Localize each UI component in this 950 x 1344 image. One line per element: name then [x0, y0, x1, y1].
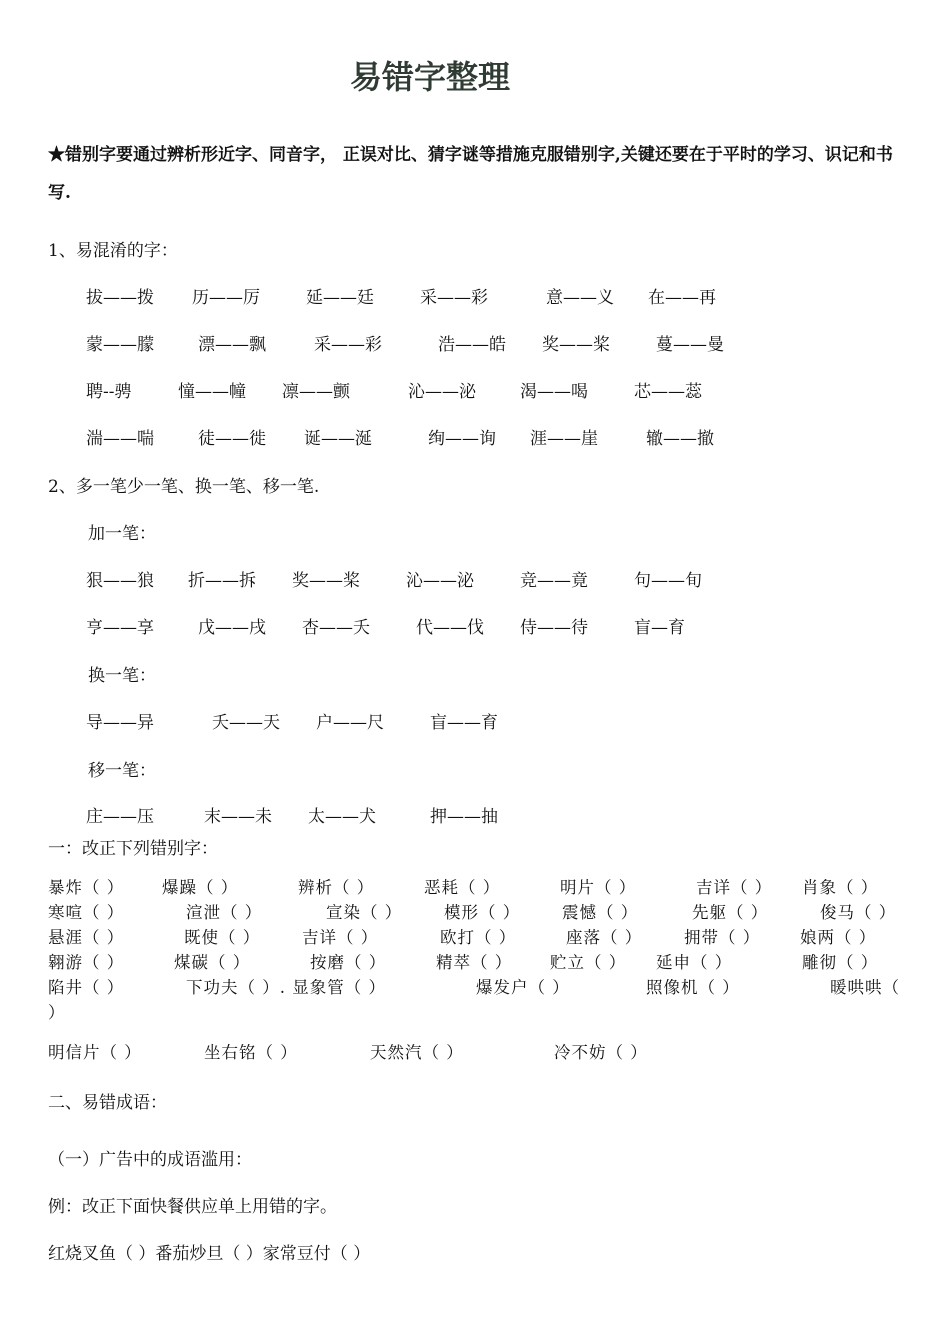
part1-heading: 一：改正下列错别字： [48, 839, 218, 859]
intro-paragraph: ★错别字要通过辨析形近字、同音字， 正误对比、猜字谜等措施克服错别字,关键还要在于平时的学习、识记和书写. [48, 145, 893, 203]
correction-line-wrap [48, 999, 918, 1025]
correction-item-tail: ） [48, 1003, 66, 1022]
correction-item: 精萃（ ） [436, 953, 513, 972]
correction-item: 冷不妨（ ） [554, 1043, 648, 1062]
char-pair: 蒙——朦 [86, 335, 154, 355]
char-pair: 戊——戌 [198, 618, 266, 638]
confusable-row [86, 283, 926, 309]
change-stroke-label: 换一笔： [88, 666, 156, 686]
char-pair: 蔓——曼 [656, 335, 724, 355]
correction-item: 辨析（ ） [298, 878, 375, 897]
correction-item: 天然汽（ ） [370, 1043, 464, 1062]
char-pair: 芯——蕊 [634, 382, 702, 402]
add-stroke-row [86, 566, 926, 592]
char-pair: 亨——享 [86, 618, 154, 638]
correction-item: 宣染（ ） [326, 903, 403, 922]
correction-item: 翱游（ ） [48, 953, 125, 972]
correction-line [48, 874, 918, 900]
char-pair: 杏——夭 [302, 618, 370, 638]
char-pair: 沁——泌 [406, 571, 474, 591]
correction-item: 煤碳（ ） [174, 953, 251, 972]
correction-item: 吉详（ ） [696, 878, 773, 897]
confusable-row [86, 330, 926, 356]
correction-item: 先躯（ ） [692, 903, 769, 922]
correction-item: 暴炸（ ） [48, 878, 125, 897]
correction-item: 明信片（ ） [48, 1043, 142, 1062]
change-stroke-row [86, 708, 926, 734]
correction-item: 既使（ ） [184, 928, 261, 947]
correction-item: 拥带（ ） [684, 928, 761, 947]
char-pair: 末——未 [204, 807, 272, 827]
char-pair: 漂——飘 [198, 335, 266, 355]
correction-item: 按磨（ ） [310, 953, 387, 972]
correction-item: 欧打（ ） [440, 928, 517, 947]
part2-heading: 二、易错成语： [48, 1093, 167, 1113]
add-stroke-label: 加一笔： [88, 524, 156, 544]
char-pair: 憧——幢 [178, 382, 246, 402]
correction-item: 俊马（ ） [820, 903, 897, 922]
correction-line [48, 974, 918, 1000]
move-stroke-row [86, 802, 926, 828]
char-pair: 句——旬 [634, 571, 702, 591]
char-pair: 延——廷 [306, 288, 374, 308]
correction-item: 娘两（ ） [800, 928, 877, 947]
correction-item: 明片（ ） [560, 878, 637, 897]
char-pair: 凛——颤 [282, 382, 350, 402]
correction-item: 爆躁（ ） [162, 878, 239, 897]
correction-item: 贮立（ ） [550, 953, 627, 972]
char-pair: 夭——天 [212, 713, 280, 733]
part2-subheading: （一）广告中的成语滥用： [48, 1150, 252, 1170]
correction-line [48, 899, 918, 925]
char-pair: 奖——桨 [542, 335, 610, 355]
correction-item: 暖哄哄（ [830, 978, 900, 997]
confusable-row [86, 424, 926, 450]
char-pair: 沁——泌 [408, 382, 476, 402]
correction-line [48, 924, 918, 950]
section2-heading: 2、多一笔少一笔、换一笔、移一笔. [48, 477, 320, 497]
char-pair: 太——犬 [308, 807, 376, 827]
section1-heading: 1、易混淆的字： [48, 241, 178, 261]
char-pair: 户——尺 [316, 713, 384, 733]
correction-item: 渲泄（ ） [186, 903, 263, 922]
char-pair: 盲——育 [430, 713, 498, 733]
correction-item: 陷井（ ） [48, 978, 125, 997]
char-pair: 竞——竟 [520, 571, 588, 591]
char-pair: 辙——撤 [646, 429, 714, 449]
correction-item: 照像机（ ） [646, 978, 740, 997]
correction-item: 延申（ ） [656, 953, 733, 972]
correction-item: 震憾（ ） [562, 903, 639, 922]
correction-line [48, 949, 918, 975]
correction-item: 吉详（ ） [302, 928, 379, 947]
menu-line: 红烧叉鱼（ ）番茄炒旦（ ）家常豆付（ ） [48, 1244, 371, 1264]
char-pair: 押——抽 [430, 807, 498, 827]
correction-item: 下功夫（ ）. 显象管（ ） [186, 978, 386, 997]
char-pair: 折——拆 [188, 571, 256, 591]
char-pair: 导——异 [86, 713, 154, 733]
correction-item: 爆发户（ ） [476, 978, 570, 997]
confusable-row [86, 377, 926, 403]
correction-item: 座落（ ） [566, 928, 643, 947]
char-pair: 盲—育 [634, 618, 685, 638]
char-pair: 诞——涎 [304, 429, 372, 449]
char-pair: 聘--骋 [86, 382, 132, 402]
correction-item: 雕彻（ ） [802, 953, 879, 972]
correction-item: 悬涯（ ） [48, 928, 125, 947]
char-pair: 奖——桨 [292, 571, 360, 591]
correction-item: 坐右铭（ ） [204, 1043, 298, 1062]
char-pair: 绚——询 [428, 429, 496, 449]
char-pair: 采——彩 [314, 335, 382, 355]
char-pair: 湍——喘 [86, 429, 154, 449]
correction-line [48, 1039, 918, 1065]
correction-item: 肖象（ ） [802, 878, 879, 897]
add-stroke-row [86, 613, 926, 639]
example-instruction: 例：改正下面快餐供应单上用错的字。 [48, 1197, 337, 1217]
char-pair: 侍——待 [520, 618, 588, 638]
char-pair: 在——再 [648, 288, 716, 308]
char-pair: 历——厉 [192, 288, 260, 308]
char-pair: 狠——狼 [86, 571, 154, 591]
char-pair: 徒——徙 [198, 429, 266, 449]
char-pair: 代——伐 [416, 618, 484, 638]
correction-item: 模形（ ） [444, 903, 521, 922]
char-pair: 采——彩 [420, 288, 488, 308]
correction-item: 恶耗（ ） [424, 878, 501, 897]
char-pair: 渴——喝 [520, 382, 588, 402]
char-pair: 浩——皓 [438, 335, 506, 355]
char-pair: 涯——崖 [530, 429, 598, 449]
char-pair: 拔——拨 [86, 288, 154, 308]
correction-item: 寒喧（ ） [48, 903, 125, 922]
char-pair: 意——义 [546, 288, 614, 308]
move-stroke-label: 移一笔： [88, 761, 156, 781]
page-title: 易错字整理 [349, 58, 510, 96]
char-pair: 庄——压 [86, 807, 154, 827]
